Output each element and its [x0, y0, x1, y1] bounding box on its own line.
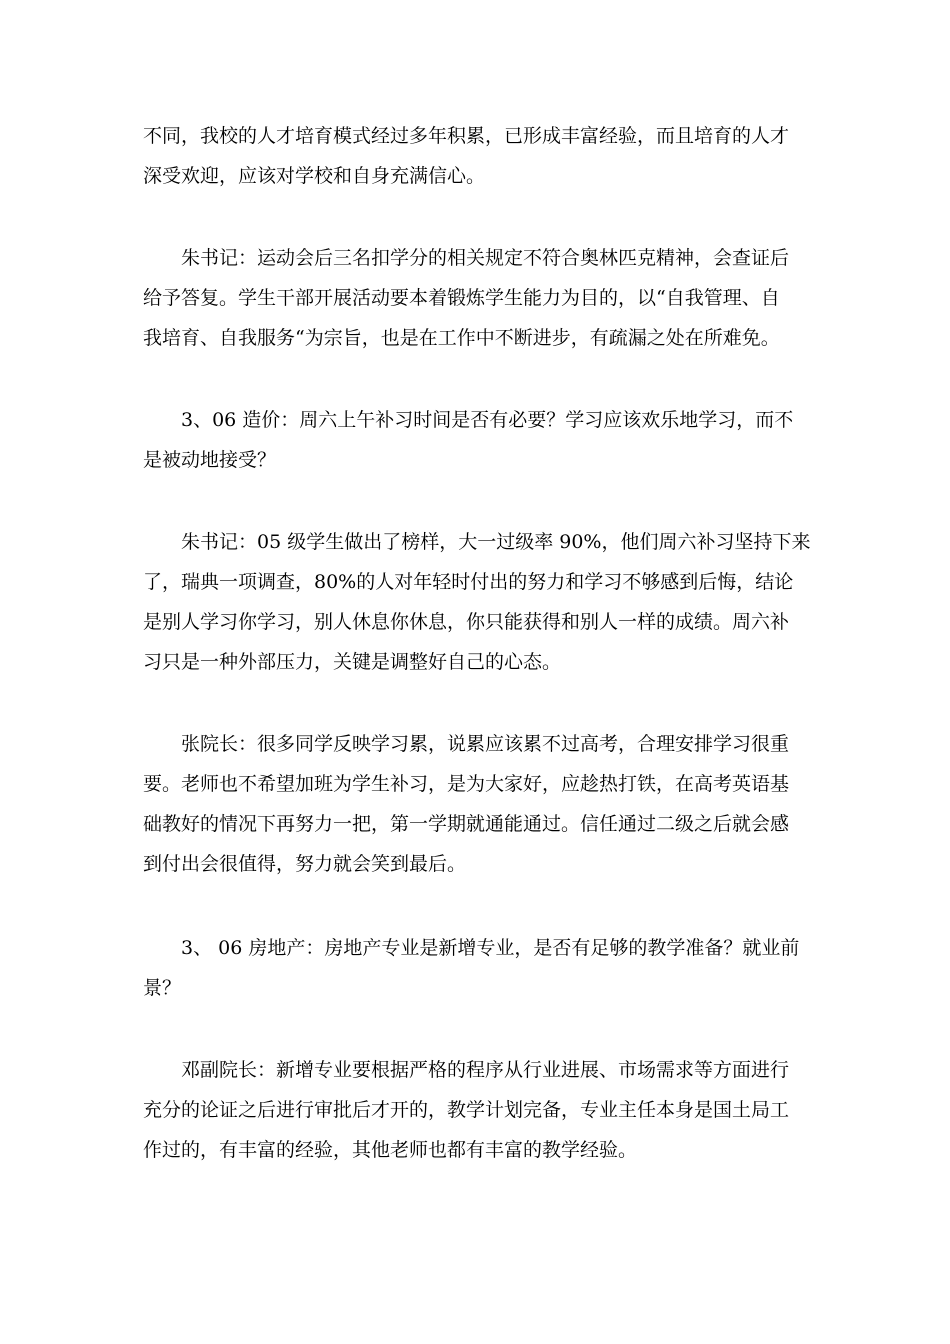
paragraph-intro-continuation [143, 116, 803, 196]
paragraph-question-fangdichan [143, 928, 803, 1008]
paragraph-line: 3、 06 房地产：房地产专业是新增专业，是否有足够的教学准备？就业前 [181, 937, 800, 959]
paragraph-zhang-reply [143, 724, 803, 884]
paragraph-line: 不同，我校的人才培育模式经过多年积累，已形成丰富经验，而且培育的人才 [143, 125, 790, 147]
paragraph-line: 张院长：很多同学反映学习累，说累应该累不过高考，合理安排学习很重 [181, 733, 790, 755]
paragraph-line: 到付出会很值得，努力就会笑到最后。 [143, 853, 467, 875]
paragraph-line: 给予答复。学生干部开展活动要本着锻炼学生能力为目的，以“自我管理、自 [143, 287, 780, 309]
paragraph-line: 邓副院长：新增专业要根据严格的程序从行业进展、市场需求等方面进行 [181, 1059, 790, 1081]
paragraph-line: 作过的，有丰富的经验，其他老师也都有丰富的教学经验。 [143, 1139, 638, 1161]
paragraph-zhu-reply-1 [143, 238, 803, 358]
paragraph-line: 础教好的情况下再努力一把，第一学期就通能通过。信任通过二级之后就会感 [143, 813, 790, 835]
paragraph-line: 充分的论证之后进行审批后才开的，教学计划完备，专业主任本身是国土局工 [143, 1099, 790, 1121]
paragraph-line: 了，瑞典一项调查，80%的人对年轻时付出的努力和学习不够感到后悔，结论 [143, 571, 794, 593]
paragraph-line: 景？ [143, 977, 182, 999]
paragraph-line: 是被动地接受？ [143, 449, 277, 471]
paragraph-line: 我培育、自我服务“为宗旨，也是在工作中不断进步，有疏漏之处在所难免。 [143, 327, 780, 349]
paragraph-line: 要。老师也不希望加班为学生补习，是为大家好，应趁热打铁，在高考英语基 [143, 773, 790, 795]
paragraph-line: 3、06 造价：周六上午补习时间是否有必要？学习应该欢乐地学习，而不 [181, 409, 794, 431]
paragraph-line: 朱书记：运动会后三名扣学分的相关规定不符合奥林匹克精神，会查证后 [181, 247, 790, 269]
paragraph-question-zaojia [143, 400, 803, 480]
paragraph-zhu-reply-2 [143, 522, 811, 682]
paragraph-deng-reply [143, 1050, 803, 1170]
paragraph-line: 是别人学习你学习，别人休息你休息，你只能获得和别人一样的成绩。周六补 [143, 611, 790, 633]
paragraph-line: 习只是一种外部压力，关键是调整好自己的心态。 [143, 651, 562, 673]
paragraph-line: 深受欢迎，应该对学校和自身充满信心。 [143, 165, 486, 187]
paragraph-line: 朱书记：05 级学生做出了榜样，大一过级率 90%，他们周六补习坚持下来 [181, 531, 811, 553]
